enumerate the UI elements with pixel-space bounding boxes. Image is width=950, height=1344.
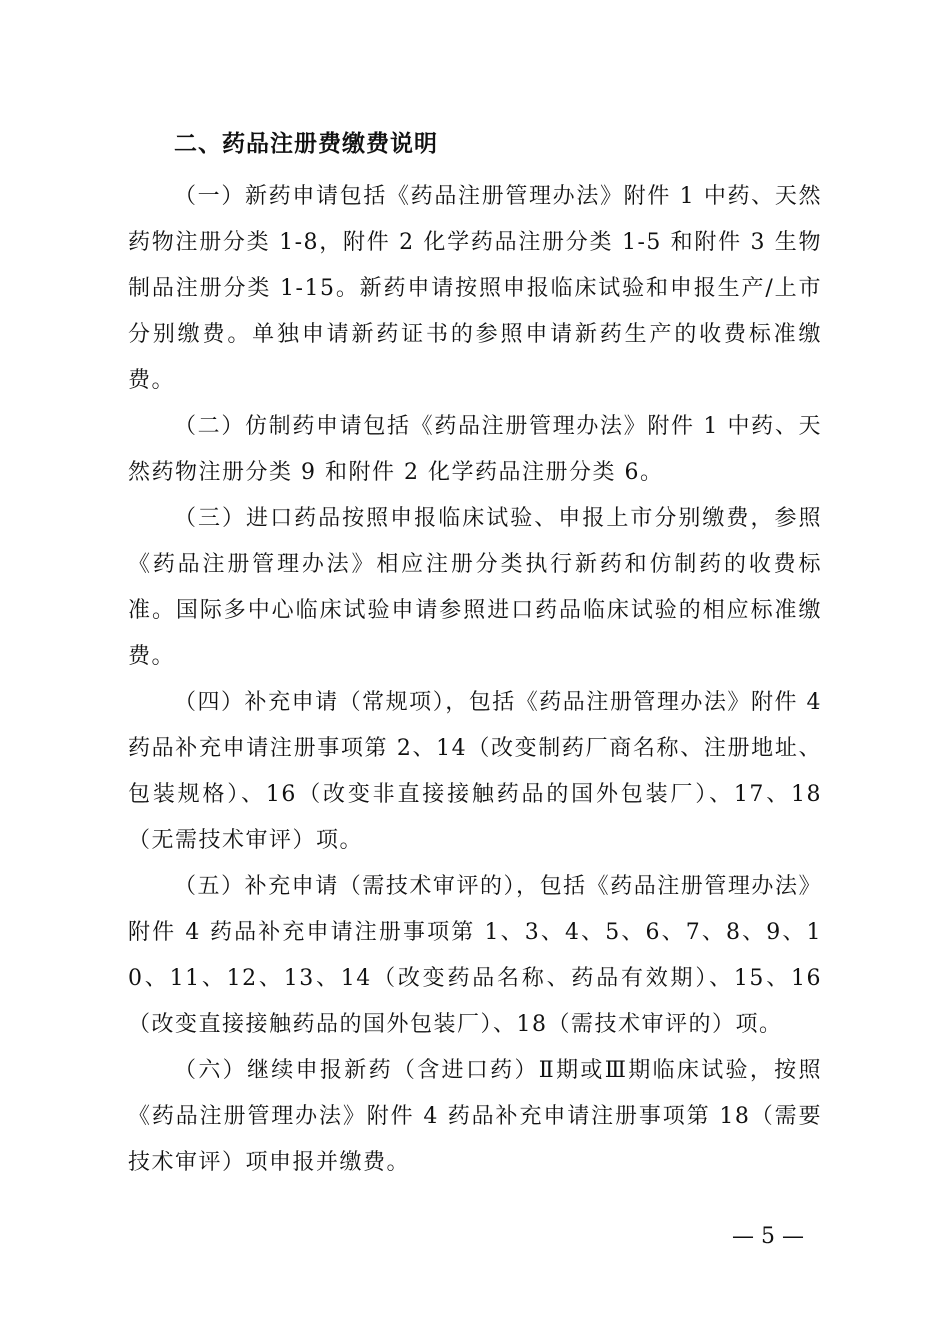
paragraph-4: （四）补充申请（常规项），包括《药品注册管理办法》附件 4 药品补充申请注册事项第 2、14（改变制药厂商名称、注册地址、包装规格）、16（改变非直接接触药品的国外包装厂）、17、18（无需技术审评）项。: [128, 690, 822, 853]
body-text: [128, 174, 822, 1186]
page-number: — 5 —: [732, 1224, 804, 1249]
paragraph-1: （一）新药申请包括《药品注册管理办法》附件 1 中药、天然药物注册分类 1-8，附件 2 化学药品注册分类 1-5 和附件 3 生物制品注册分类 1-15。新药申请按照申报临床试验和申报生产/上市分别缴费。单独申请新药证书的参照申请新药生产的收费标准缴费。: [128, 184, 822, 393]
section-heading: 二、药品注册费缴费说明: [174, 131, 438, 157]
paragraph-5: （五）补充申请（需技术审评的），包括《药品注册管理办法》附件 4 药品补充申请注册事项第 1、3、4、5、6、7、8、9、10、11、12、13、14（改变药品名称、药品有效期）、15、16（改变直接接触药品的国外包装厂）、18（需技术审评的）项。: [128, 874, 822, 1037]
paragraph-6: （六）继续申报新药（含进口药）Ⅱ期或Ⅲ期临床试验，按照《药品注册管理办法》附件 4 药品补充申请注册事项第 18（需要技术审评）项申报并缴费。: [128, 1058, 822, 1175]
paragraph-3: （三）进口药品按照申报临床试验、申报上市分别缴费，参照《药品注册管理办法》相应注册分类执行新药和仿制药的收费标准。国际多中心临床试验申请参照进口药品临床试验的相应标准缴费。: [128, 506, 822, 669]
paragraph-2: （二）仿制药申请包括《药品注册管理办法》附件 1 中药、天然药物注册分类 9 和附件 2 化学药品注册分类 6。: [128, 414, 822, 485]
